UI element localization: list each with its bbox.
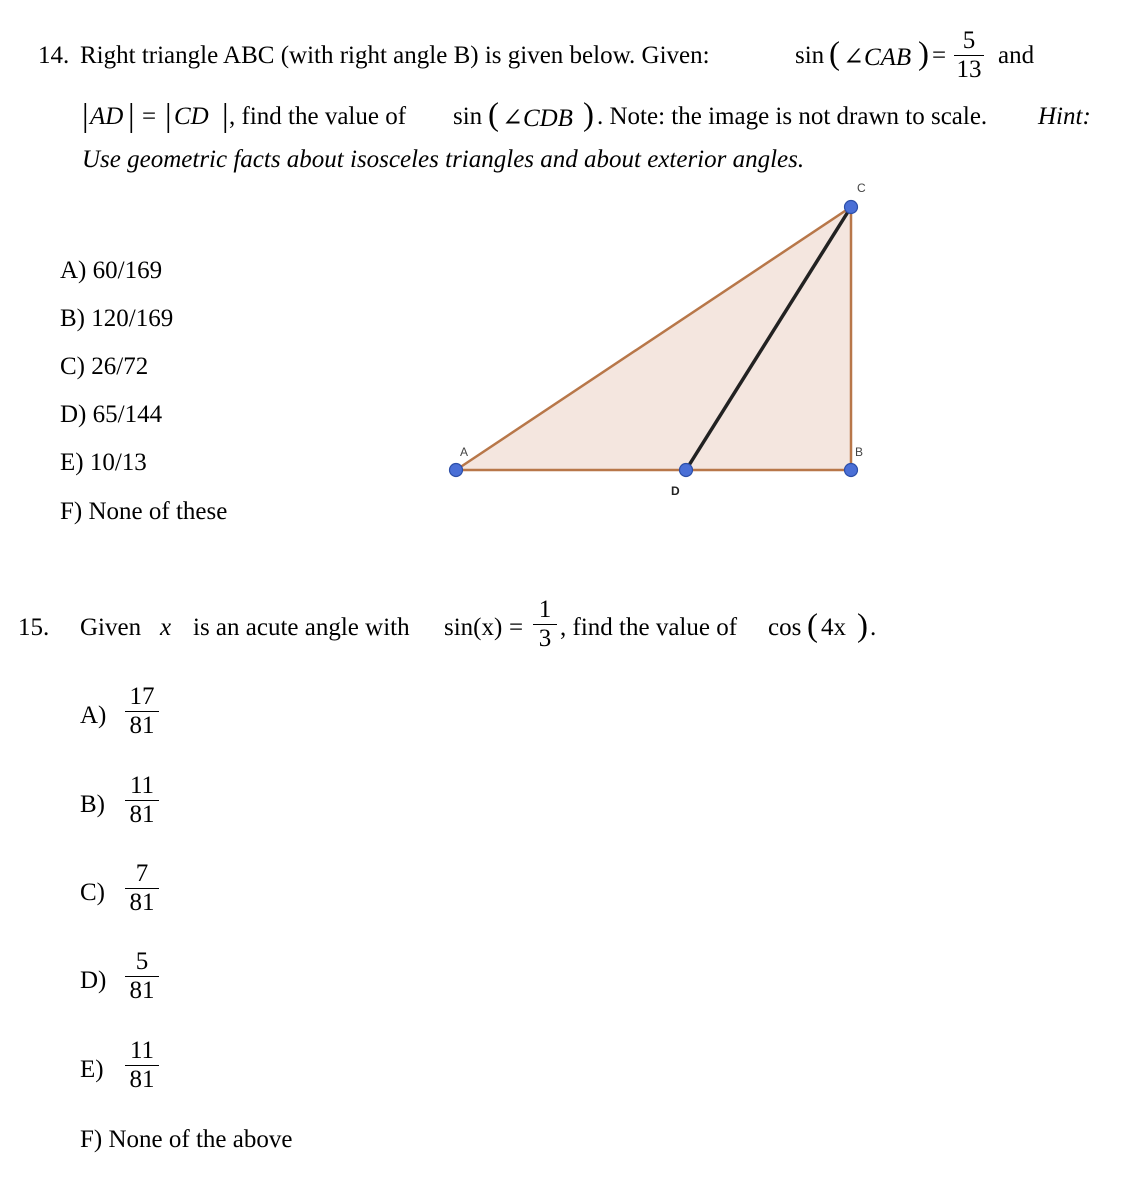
choice-text: 26/72 [91, 353, 149, 380]
abs-bar-4: | [222, 98, 229, 134]
q14-stem-start: Right triangle ABC (with right angle B) is given below. Given: [80, 42, 710, 69]
choice-den: 81 [129, 977, 155, 1004]
abs-bar-3: | [165, 98, 172, 134]
q15-cos-label: cos [768, 614, 802, 641]
choice-num: 11 [129, 1037, 155, 1064]
q15-number: 15. [18, 614, 50, 641]
q15-var-x: x [160, 614, 172, 641]
choice-den: 81 [129, 889, 155, 916]
point-d[interactable] [680, 464, 693, 477]
choice-text: None of the above [108, 1126, 293, 1153]
q14-abs-cd: CD [174, 103, 209, 130]
q15-fraction-den: 3 [538, 625, 552, 652]
q14-fraction-num: 5 [962, 27, 976, 54]
q14-sin-label-2: sin [453, 103, 483, 130]
choice-num: 11 [129, 772, 155, 799]
q15-fraction [533, 597, 557, 652]
choice-text: 120/169 [91, 305, 174, 332]
q14-fraction-den: 13 [956, 56, 982, 83]
abs-bar-1: | [82, 98, 89, 134]
q14-paren-open-2: ( [488, 97, 499, 133]
q14-note: . Note: the image is not drawn to scale. [597, 103, 988, 130]
q14-choice-a[interactable] [60, 257, 162, 285]
choice-fraction [125, 773, 159, 828]
choice-num: 5 [135, 948, 149, 975]
choice-num: 17 [129, 683, 155, 710]
q14-abs-equals: = [142, 103, 157, 130]
q14-angle-expr-2: ∠CDB [502, 105, 573, 132]
choice-letter: B) [80, 791, 105, 818]
q15-given: Given [80, 614, 142, 641]
point-a[interactable] [450, 464, 463, 477]
q14-paren-open: ( [829, 36, 840, 72]
q15-paren-close: ) [857, 608, 868, 644]
choice-den: 81 [129, 801, 155, 828]
q14-paren-close: ) [918, 36, 929, 72]
q14-comma-find: , find the value of [229, 103, 407, 130]
q15-is-acute: is an acute angle with [193, 614, 410, 641]
choice-text: None of these [88, 498, 228, 525]
q15-find: , find the value of [560, 614, 738, 641]
triangle-abc [456, 207, 851, 470]
choice-text: 10/13 [89, 449, 147, 476]
q14-and-word: and [998, 42, 1035, 69]
label-c: C [857, 181, 866, 195]
choice-fraction [125, 684, 159, 739]
choice-text: 60/169 [92, 257, 163, 284]
choice-letter: A) [60, 257, 87, 284]
q14-sin-label: sin [795, 42, 825, 69]
choice-letter: A) [80, 702, 107, 729]
q15-paren-open: ( [807, 608, 818, 644]
choice-letter: F) [60, 498, 83, 525]
choice-letter: F) [80, 1126, 103, 1153]
choice-letter: C) [60, 353, 85, 380]
point-b[interactable] [845, 464, 858, 477]
choice-letter: D) [80, 967, 107, 994]
q14-choice-b[interactable] [60, 305, 173, 333]
q14-abs-ad: AD [90, 103, 124, 130]
q14-angle-expr: ∠CAB [843, 44, 912, 71]
q14-choice-f[interactable] [60, 498, 227, 526]
q15-sin-x: sin(x) [444, 614, 503, 641]
q14-equals: = [932, 42, 947, 69]
choice-letter: D) [60, 401, 87, 428]
q15-period: . [870, 614, 877, 641]
choice-den: 81 [129, 1066, 155, 1093]
choice-letter: E) [80, 1056, 104, 1083]
point-c[interactable] [845, 201, 858, 214]
q15-choice-f[interactable] [80, 1126, 292, 1154]
label-d: D [671, 484, 680, 498]
choice-fraction [125, 949, 159, 1004]
q14-choice-c[interactable] [60, 353, 148, 381]
choice-num: 7 [135, 860, 149, 887]
label-b: B [855, 445, 864, 459]
q14-choice-e[interactable] [60, 449, 147, 477]
q15-equals: = [509, 614, 524, 641]
choice-fraction [125, 861, 159, 916]
q14-fraction [954, 28, 984, 83]
q15-fraction-num: 1 [538, 596, 552, 623]
choice-den: 81 [129, 712, 155, 739]
label-a: A [460, 445, 469, 459]
triangle-diagram [440, 175, 880, 505]
q14-hint-label: Hint: [1038, 103, 1091, 130]
q15-cos-arg: 4x [821, 614, 846, 641]
q14-number: 14. [38, 42, 70, 69]
choice-text: 65/144 [92, 401, 163, 428]
abs-bar-2: | [128, 98, 135, 134]
choice-letter: C) [80, 879, 105, 906]
q14-hint-text: Use geometric facts about isosceles triangles and about exterior angles. [82, 146, 805, 173]
choice-letter: B) [60, 305, 85, 332]
choice-fraction [125, 1038, 159, 1093]
q14-choice-d[interactable] [60, 401, 162, 429]
choice-letter: E) [60, 449, 84, 476]
q14-paren-close-2: ) [583, 97, 594, 133]
